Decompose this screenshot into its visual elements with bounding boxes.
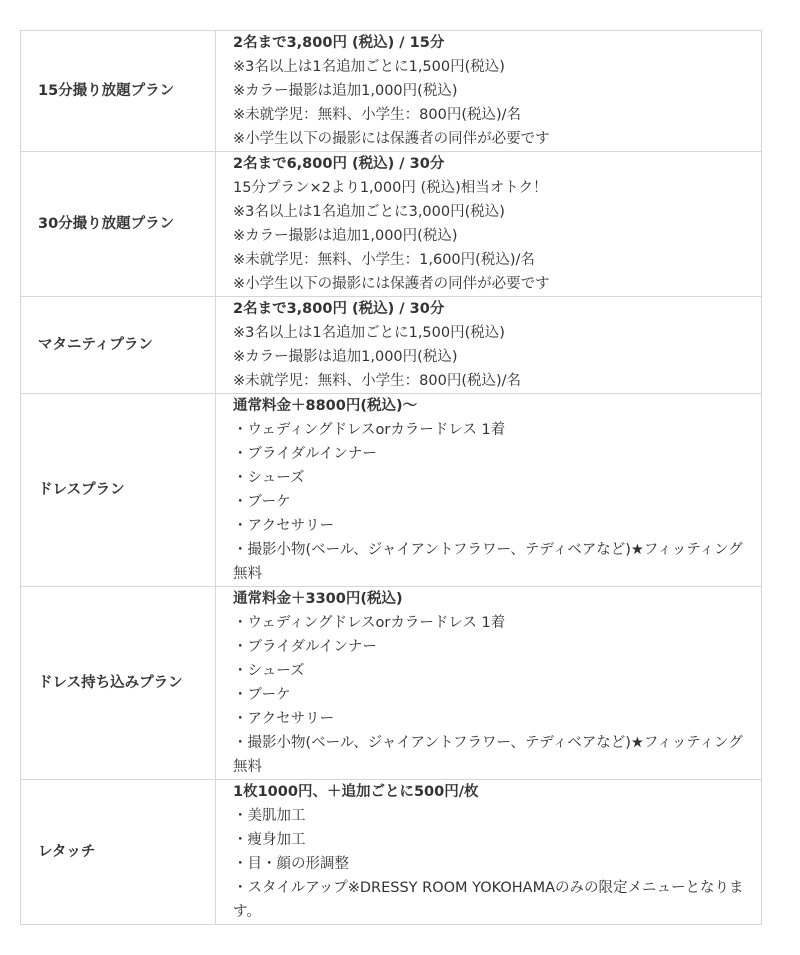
- plan-detail-line: ・ブーケ: [233, 687, 291, 703]
- pricing-plan-table: [20, 30, 762, 925]
- plan-name-cell: [21, 31, 216, 152]
- plan-detail-line: ※カラー撮影は追加1,000円(税込): [233, 83, 458, 99]
- plan-detail-line: ※3名以上は1名追加ごとに1,500円(税込): [233, 59, 505, 75]
- plan-detail-cell: [216, 297, 762, 394]
- plan-price-heading: 1枚1000円、＋追加ごとに500円/枚: [233, 784, 479, 800]
- plan-price-heading: 2名まで3,800円 (税込) / 30分: [233, 301, 445, 317]
- plan-detail-line: ・シューズ: [233, 663, 305, 679]
- plan-detail-line: ※カラー撮影は追加1,000円(税込): [233, 349, 458, 365]
- plan-price-heading: 2名まで3,800円 (税込) / 15分: [233, 35, 445, 51]
- plan-detail-line: ※小学生以下の撮影には保護者の同伴が必要です: [233, 276, 550, 292]
- plan-name-cell: [21, 587, 216, 780]
- plan-row: [21, 780, 762, 925]
- plan-detail-cell: [216, 587, 762, 780]
- plan-detail-line: ※小学生以下の撮影には保護者の同伴が必要です: [233, 131, 550, 147]
- plan-name-cell: [21, 152, 216, 297]
- plan-name: マタニティプラン: [38, 337, 153, 353]
- plan-name: ドレス持ち込みプラン: [38, 675, 183, 691]
- plan-detail-line: ・スタイルアップ※DRESSY ROOM YOKOHAMAのみの限定メニューとなります。: [233, 880, 744, 920]
- plan-detail-line: ・ブライダルインナー: [233, 446, 377, 462]
- plan-detail-line: ・ウェディングドレスorカラードレス 1着: [233, 422, 506, 438]
- plan-row: [21, 297, 762, 394]
- plan-detail-line: ・アクセサリー: [233, 711, 335, 727]
- plan-row: [21, 587, 762, 780]
- plan-detail-line: ・ブライダルインナー: [233, 639, 377, 655]
- plan-detail-line: 15分プラン×2より1,000円 (税込)相当オトク！: [233, 180, 548, 196]
- plan-detail-cell: [216, 152, 762, 297]
- plan-name-cell: [21, 394, 216, 587]
- plan-name: レタッチ: [38, 844, 96, 860]
- plan-detail-line: ※3名以上は1名追加ごとに1,500円(税込): [233, 325, 505, 341]
- plan-detail-cell: [216, 394, 762, 587]
- plan-detail-line: ・シューズ: [233, 470, 305, 486]
- plan-detail-line: ※カラー撮影は追加1,000円(税込): [233, 228, 458, 244]
- plan-detail-line: ※未就学児：無料、小学生：800円(税込)/名: [233, 107, 522, 123]
- plan-detail-line: ※未就学児：無料、小学生：800円(税込)/名: [233, 373, 522, 389]
- plan-detail-line: ・目・顔の形調整: [233, 856, 349, 872]
- plan-name: 30分撮り放題プラン: [38, 216, 175, 232]
- plan-detail-line: ※未就学児：無料、小学生：1,600円(税込)/名: [233, 252, 535, 268]
- plan-name-cell: [21, 780, 216, 925]
- plan-detail-cell: [216, 780, 762, 925]
- plan-detail-line: ・美肌加工: [233, 808, 306, 824]
- plan-detail-line: ・撮影小物(ベール、ジャイアントフラワー、テディベアなど)★フィッティング無料: [233, 542, 743, 582]
- plan-detail-line: ※3名以上は1名追加ごとに3,000円(税込): [233, 204, 505, 220]
- plan-detail-line: ・痩身加工: [233, 832, 306, 848]
- plan-price-heading: 2名まで6,800円 (税込) / 30分: [233, 156, 445, 172]
- plan-detail-cell: [216, 31, 762, 152]
- plan-detail-line: ・撮影小物(ベール、ジャイアントフラワー、テディベアなど)★フィッティング無料: [233, 735, 743, 775]
- plan-row: [21, 31, 762, 152]
- plan-detail-line: ・ウェディングドレスorカラードレス 1着: [233, 615, 506, 631]
- plan-row: [21, 394, 762, 587]
- plan-name-cell: [21, 297, 216, 394]
- plan-detail-line: ・アクセサリー: [233, 518, 335, 534]
- plan-detail-line: ・ブーケ: [233, 494, 291, 510]
- plan-name: ドレスプラン: [38, 482, 125, 498]
- plan-row: [21, 152, 762, 297]
- pricing-plan-table-body: [21, 31, 762, 925]
- plan-name: 15分撮り放題プラン: [38, 83, 175, 99]
- plan-price-heading: 通常料金＋3300円(税込): [233, 591, 403, 607]
- plan-price-heading: 通常料金＋8800円(税込)〜: [233, 398, 418, 414]
